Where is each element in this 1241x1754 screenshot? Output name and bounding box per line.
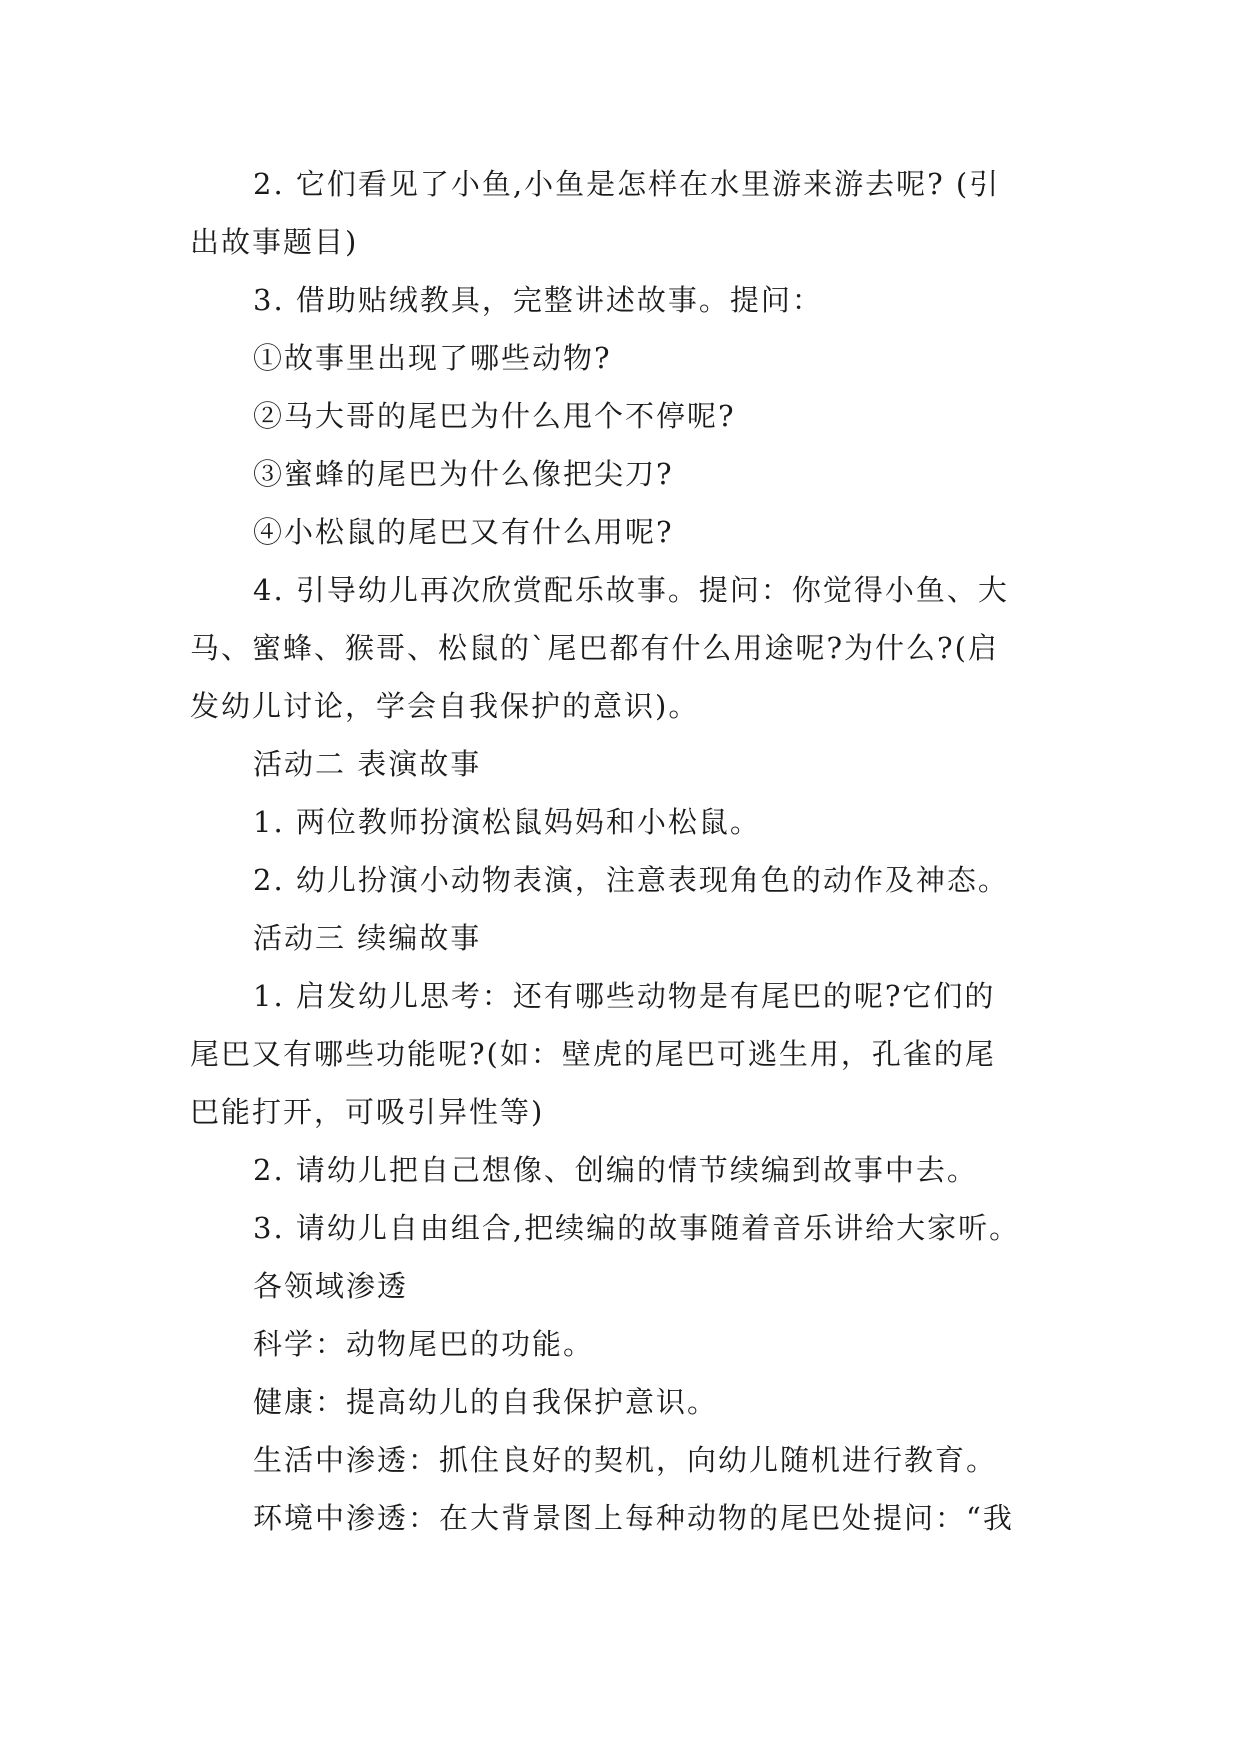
text-line: ②马大哥的尾巴为什么甩个不停呢? bbox=[253, 399, 736, 433]
text-line: 3. 请幼儿自由组合,把续编的故事随着音乐讲给大家听。 bbox=[253, 1211, 1021, 1245]
text-line: ①故事里出现了哪些动物? bbox=[253, 341, 612, 375]
document-body bbox=[190, 155, 1050, 1547]
text-line: 4. 引导幼儿再次欣赏配乐故事。提问：你觉得小鱼、大 bbox=[253, 573, 1009, 607]
text-line: 尾巴又有哪些功能呢?(如：壁虎的尾巴可逃生用，孔雀的尾 bbox=[190, 1037, 996, 1071]
text-line: 3. 借助贴绒教具，完整讲述故事。提问： bbox=[253, 283, 823, 317]
text-line: 各领域渗透 bbox=[253, 1269, 409, 1303]
text-line: 2. 它们看见了小鱼,小鱼是怎样在水里游来游去呢? (引 bbox=[253, 167, 1001, 201]
text-line: 马、蜜蜂、猴哥、松鼠的`尾巴都有什么用途呢?为什么?(启 bbox=[190, 631, 999, 665]
text-line: 1. 启发幼儿思考：还有哪些动物是有尾巴的呢?它们的 bbox=[253, 979, 996, 1013]
text-line: ④小松鼠的尾巴又有什么用呢? bbox=[253, 515, 674, 549]
text-line: 巴能打开，可吸引异性等) bbox=[190, 1095, 545, 1129]
text-line: 活动三 续编故事 bbox=[253, 921, 482, 955]
text-line: 生活中渗透：抓住良好的契机，向幼儿随机进行教育。 bbox=[253, 1443, 998, 1477]
text-line: 出故事题目) bbox=[190, 225, 359, 259]
text-line: 活动二 表演故事 bbox=[253, 747, 482, 781]
text-line: 1. 两位教师扮演松鼠妈妈和小松鼠。 bbox=[253, 805, 761, 839]
text-line: 健康：提高幼儿的自我保护意识。 bbox=[253, 1385, 719, 1419]
text-line: 发幼儿讨论，学会自我保护的意识)。 bbox=[190, 689, 700, 723]
text-line: 科学：动物尾巴的功能。 bbox=[253, 1327, 595, 1361]
text-line: ③蜜蜂的尾巴为什么像把尖刀? bbox=[253, 457, 674, 491]
text-line: 环境中渗透：在大背景图上每种动物的尾巴处提问：“我 bbox=[253, 1501, 1014, 1535]
text-line: 2. 请幼儿把自己想像、创编的情节续编到故事中去。 bbox=[253, 1153, 978, 1187]
text-line: 2. 幼儿扮演小动物表演，注意表现角色的动作及神态。 bbox=[253, 863, 1009, 897]
